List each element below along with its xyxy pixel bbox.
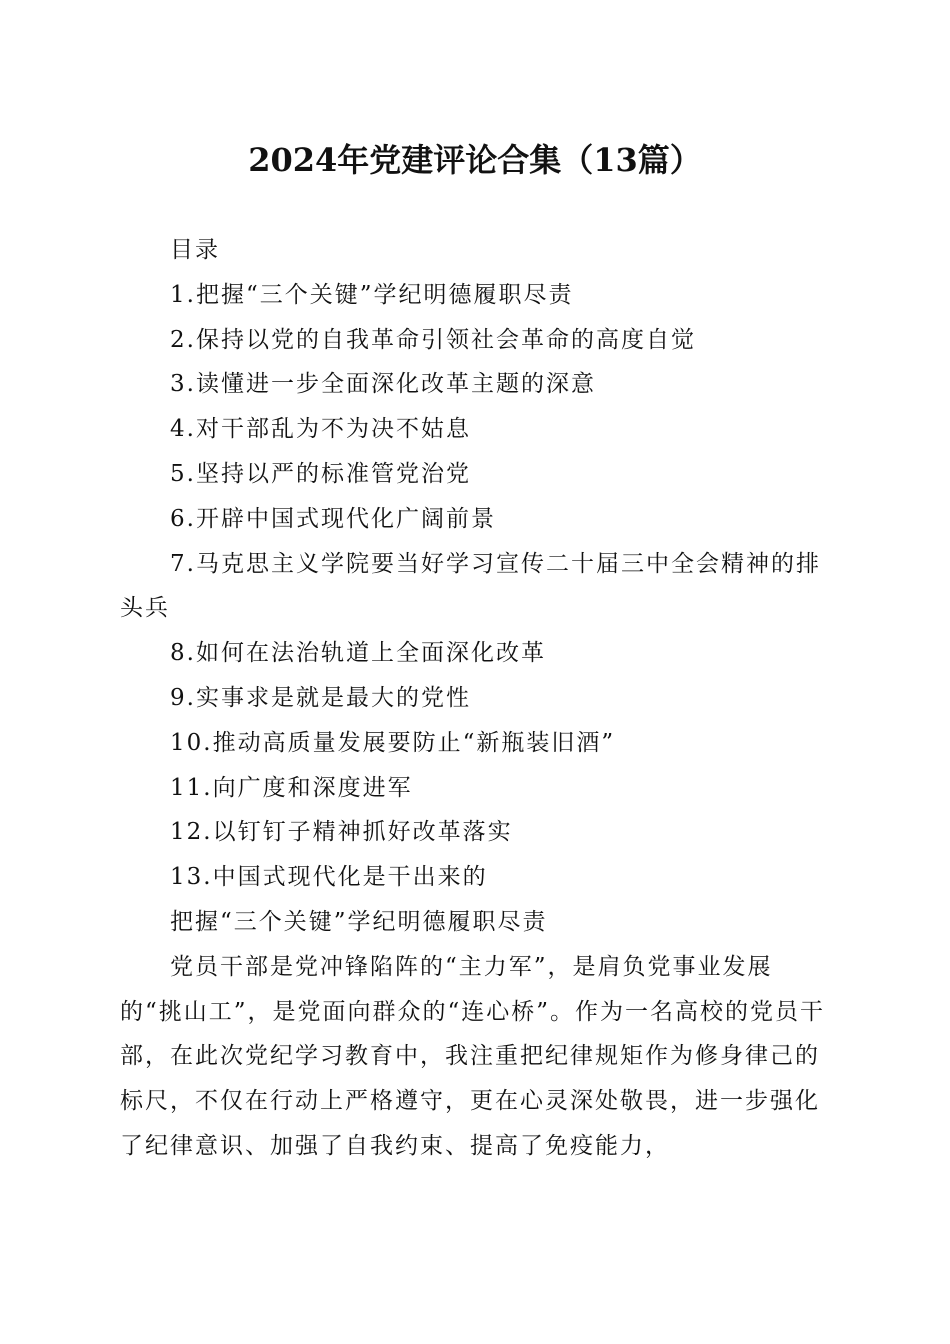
table-of-contents bbox=[120, 273, 830, 900]
toc-item-3: 3.读懂进一步全面深化改革主题的深意 bbox=[170, 371, 596, 398]
toc-heading: 目录 bbox=[170, 237, 220, 263]
toc-item-11: 11.向广度和深度进军 bbox=[170, 774, 413, 801]
toc-item-1: 1.把握“三个关键”学纪明德履职尽责 bbox=[170, 281, 574, 308]
document-title: 2024年党建评论合集（13篇） bbox=[248, 141, 702, 179]
toc-item-8: 8.如何在法治轨道上全面深化改革 bbox=[170, 640, 546, 667]
document-body bbox=[120, 228, 830, 1169]
toc-item-9: 9.实事求是就是最大的党性 bbox=[170, 684, 471, 711]
toc-item-7: 7.马克思主义学院要当好学习宣传二十届三中全会精神的排头兵 bbox=[120, 550, 821, 622]
toc-item-6: 6.开辟中国式现代化广阔前景 bbox=[170, 505, 496, 532]
toc-item-12: 12.以钉钉子精神抓好改革落实 bbox=[170, 819, 513, 846]
toc-item-5: 5.坚持以严的标准管党治党 bbox=[170, 460, 471, 487]
article-paragraph: 党员干部是党冲锋陷阵的“主力军”，是肩负党事业发展的“挑山工”，是党面向群众的“连心桥”。作为一名高校的党员干部，在此次党纪学习教育中，我注重把纪律规矩作为修身律己的标尺，不仅在行动上严格遵守，更在心灵深处敬畏，进一步强化了纪律意识、加强了自我约束、提高了免疫能力， bbox=[120, 953, 826, 1159]
toc-item-13: 13.中国式现代化是干出来的 bbox=[170, 864, 488, 891]
article-title: 把握“三个关键”学纪明德履职尽责 bbox=[170, 908, 548, 935]
toc-item-2: 2.保持以党的自我革命引领社会革命的高度自觉 bbox=[170, 326, 696, 353]
toc-item-4: 4.对干部乱为不为决不姑息 bbox=[170, 416, 471, 443]
toc-item-10: 10.推动高质量发展要防止“新瓶装旧酒” bbox=[170, 729, 616, 756]
